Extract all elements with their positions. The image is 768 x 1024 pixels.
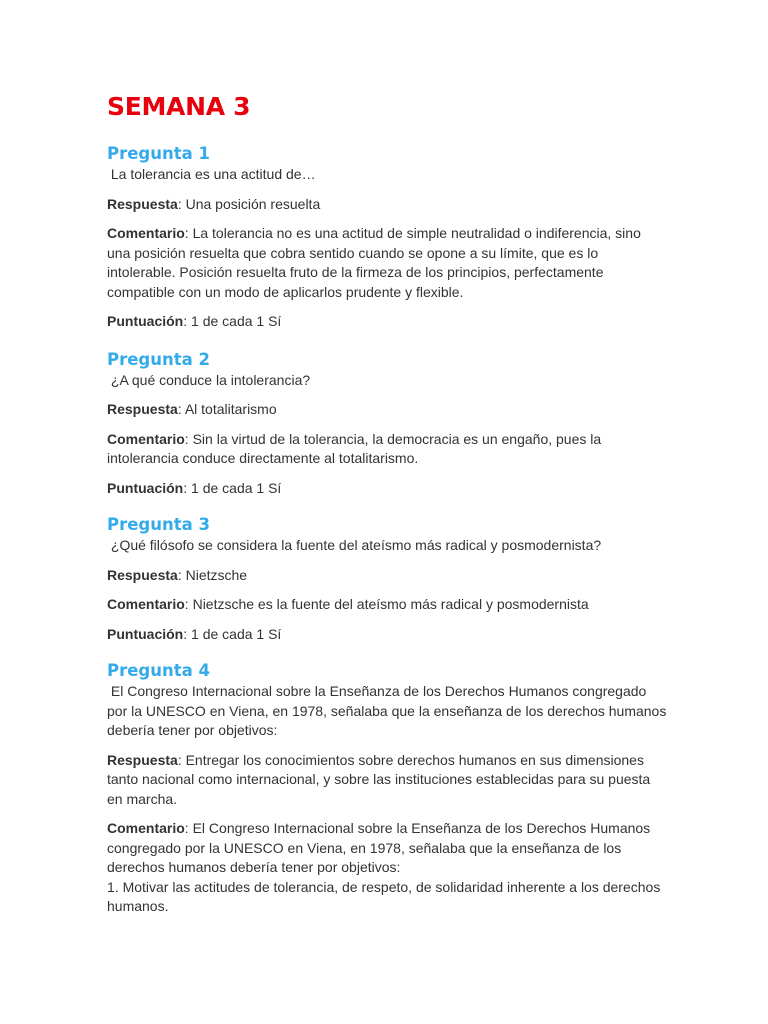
question-text: ¿A qué conduce la intolerancia? [107,371,311,388]
comment-value: La tolerancia no es una actitud de simple neutralidad o indiferencia, sino una posición resuelta que cobra sentido cuando se opone a su límite, que es lo intolerable. Posición resuelta fruto de la firmeza de los principios, perfectamente compatible con un modo de aplicarlos prudente y flexible. [107,225,645,300]
questions-list [107,143,671,933]
comment-field [107,430,667,469]
label-separator: : [177,566,186,583]
comment-label: Comentario [107,596,185,612]
label-separator: : [184,820,193,836]
score-label: Puntuación [107,479,184,496]
comment-value: Nietzsche es la fuente del ateísmo más radical y posmodernista [192,596,589,612]
question-2 [107,349,667,499]
label-separator: : [177,751,186,768]
comment-label: Comentario [107,820,185,836]
answer-field [107,566,667,586]
label-separator: : [184,225,193,241]
week-title: SEMANA 3 [107,92,251,121]
score-label: Puntuación [107,313,184,329]
question-3 [107,514,667,644]
comment-label: Comentario [107,225,185,241]
question-1 [107,143,667,332]
answer-field [107,751,667,810]
question-title: Pregunta 4 [107,661,210,680]
comment-field [107,224,667,302]
score-value: 1 de cada 1 Sí [191,479,282,496]
answer-label: Respuesta [107,195,178,212]
answer-label: Respuesta [107,751,178,768]
score-label: Puntuación [107,625,184,642]
comment-label: Comentario [107,430,185,447]
label-separator: : [184,596,193,612]
question-title: Pregunta 1 [107,144,210,163]
label-separator: : [183,625,192,642]
comment-field [107,819,667,917]
label-separator: : [184,430,193,447]
answer-field [107,195,667,215]
question-title: Pregunta 3 [107,515,210,534]
answer-label: Respuesta [107,566,178,583]
answer-field [107,400,667,420]
comment-value: Sin la virtud de la tolerancia, la democracia es un engaño, pues la intolerancia conduce directamente al totalitarismo. [107,430,606,466]
question-4 [107,660,671,917]
score-field [107,479,667,499]
answer-value: Al totalitarismo [184,401,277,417]
question-title: Pregunta 2 [107,349,210,369]
question-text: El Congreso Internacional sobre la Enseñanza de los Derechos Humanos congregado por la UNESCO en Viena, en 1978, señalaba que la enseñanza de los derechos humanos debería tener por objetivos: [107,683,671,738]
score-value: 1 de cada 1 Sí [191,313,282,329]
answer-value: Nietzsche [185,566,248,583]
label-separator: : [183,479,192,496]
comment-value: El Congreso Internacional sobre la Enseñanza de los Derechos Humanos congregado por la UNESCO en Viena, en 1978, señalaba que la enseñanza de los derechos humanos debería tener por objetivos: 1. Motivar las actitudes de tolerancia, de respeto, de solidaridad inherente a los derechos humanos. [107,820,661,914]
question-text: ¿Qué filósofo se considera la fuente del ateísmo más radical y posmodernista? [107,537,602,553]
score-field [107,312,667,332]
answer-label: Respuesta [107,401,178,417]
label-separator: : [177,195,186,212]
score-value: 1 de cada 1 Sí [191,625,282,642]
comment-field [107,595,667,615]
question-text: La tolerancia es una actitud de… [107,166,316,182]
answer-value: Una posición resuelta [185,195,321,212]
label-separator: : [177,401,185,417]
answer-value: Entregar los conocimientos sobre derechos humanos en sus dimensiones tanto nacional como internacional, y sobre las instituciones establecidas para su puesta en marcha. [107,751,655,807]
label-separator: : [183,313,192,329]
score-field [107,625,667,645]
